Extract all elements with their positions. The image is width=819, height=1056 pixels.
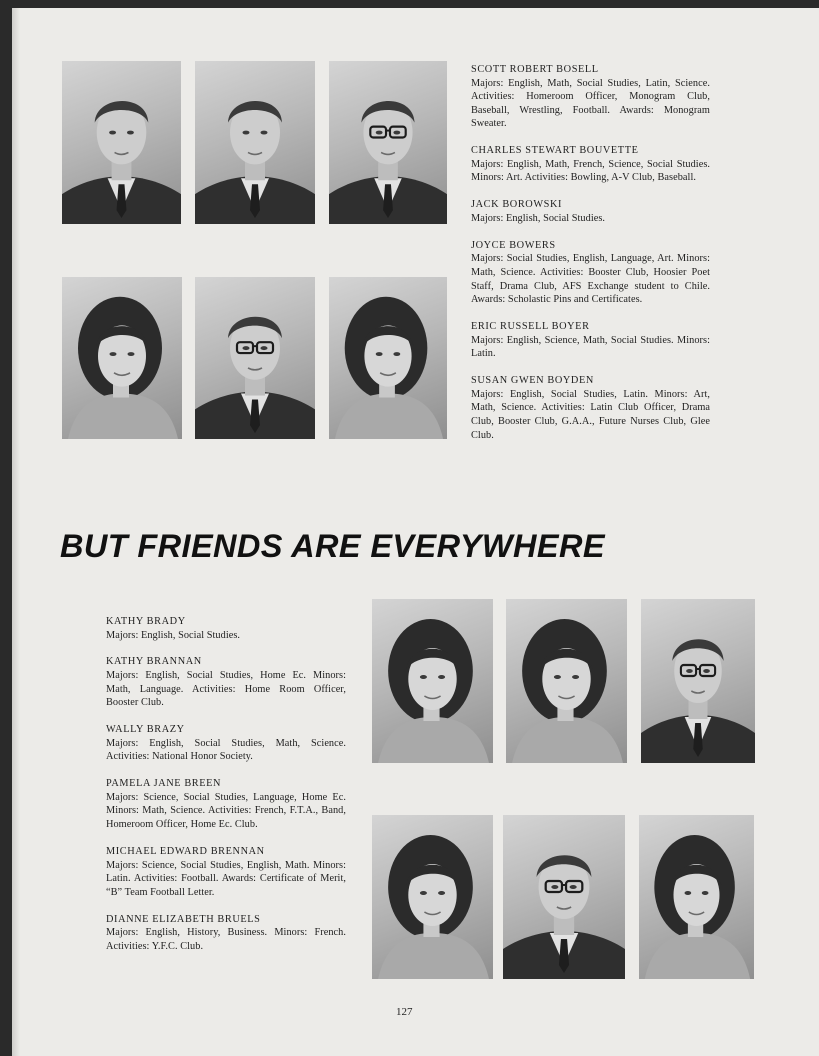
- section-headline: BUT FRIENDS ARE EVERYWHERE: [60, 528, 605, 564]
- student-description: Majors: Social Studies, English, Language, Art. Minors: Math, Science. Activities: Booster Club, Hoosier Poet Staff, Drama Club, AFS Exchange student to Chile. Awards: Scholastic Pins and Certificates.: [471, 253, 710, 306]
- student-name: PAMELA JANE BREEN: [106, 778, 222, 790]
- student-description: Majors: English, Social Studies, Math, Science. Activities: National Honor Society.: [106, 737, 346, 763]
- student-description: Majors: Science, Social Studies, Language, Home Ec. Minors: Math, Science. Activities: French, F.T.A., Band, Homeroom Officer, Home Ec. Club.: [106, 791, 346, 831]
- bio-entry: [106, 723, 346, 764]
- student-name: CHARLES STEWART BOUVETTE: [471, 145, 639, 157]
- page-number: 127: [396, 1006, 413, 1018]
- student-name: JOYCE BOWERS: [471, 239, 556, 251]
- bio-entry: [106, 615, 346, 642]
- student-description: Majors: English, Social Studies.: [106, 629, 241, 641]
- bio-entry: [471, 239, 710, 307]
- student-description: Majors: English, History, Business. Minors: French. Activities: Y.F.C. Club.: [106, 927, 346, 952]
- bio-entry: [106, 913, 346, 954]
- top-bio-column: [471, 63, 710, 455]
- portrait-photo: [372, 815, 493, 979]
- student-description: Majors: English, Social Studies, Home Ec. Minors: Math, Language. Activities: Home Room Officer, Booster Club.: [106, 670, 346, 709]
- student-description: Majors: English, Science, Math, Social Studies. Minors: Latin.: [471, 334, 710, 360]
- student-name: KATHY BRANNAN: [106, 656, 202, 668]
- student-description: Majors: English, Social Studies.: [471, 212, 606, 224]
- student-name: MICHAEL EDWARD BRENNAN: [106, 845, 265, 857]
- student-name: KATHY BRADY: [106, 616, 186, 627]
- student-description: Majors: English, Math, Social Studies, Latin, Science. Activities: Homeroom Officer, Monogram Club, Baseball, Wrestling, Football. Awards: Monogram Sweater.: [471, 77, 710, 130]
- student-name: WALLY BRAZY: [106, 724, 185, 736]
- bio-entry: [471, 198, 710, 225]
- portrait-photo: [329, 61, 447, 224]
- student-name: ERIC RUSSELL BOYER: [471, 321, 590, 333]
- portrait-photo: [506, 599, 627, 763]
- student-name: JACK BOROWSKI: [471, 199, 563, 211]
- yearbook-page: [12, 8, 819, 1056]
- bottom-bio-column: [106, 615, 346, 967]
- portrait-photo: [195, 61, 315, 224]
- portrait-photo: [503, 815, 625, 979]
- student-name: DIANNE ELIZABETH BRUELS: [106, 913, 261, 925]
- bio-entry: [106, 655, 346, 709]
- bio-entry: [106, 777, 346, 831]
- student-description: Majors: English, Social Studies, Latin. Minors: Art, Math, Science. Activities: Latin Club Officer, Drama Club, Booster Club, G.A.A., Future Nurses Club, Glee Club.: [471, 388, 710, 441]
- portrait-photo: [641, 599, 755, 763]
- bio-entry: [106, 845, 346, 899]
- student-description: Majors: Science, Social Studies, English, Math. Minors: Latin. Activities: Football. Awards: Certificate of Merit, “B” Team Football Letter.: [106, 859, 346, 898]
- portrait-photo: [372, 599, 493, 763]
- bio-entry: [471, 320, 710, 361]
- portrait-photo: [639, 815, 754, 979]
- portrait-photo: [329, 277, 447, 439]
- portrait-photo: [62, 61, 181, 224]
- portrait-photo: [195, 277, 315, 439]
- bio-entry: [471, 63, 710, 131]
- student-name: SUSAN GWEN BOYDEN: [471, 375, 594, 387]
- bio-entry: [471, 374, 710, 442]
- bio-entry: [471, 144, 710, 185]
- portrait-photo: [62, 277, 182, 439]
- student-description: Majors: English, Math, French, Science, Social Studies. Minors: Art. Activities: Bowling, A-V Club, Baseball.: [471, 158, 710, 184]
- student-name: SCOTT ROBERT BOSELL: [471, 64, 599, 75]
